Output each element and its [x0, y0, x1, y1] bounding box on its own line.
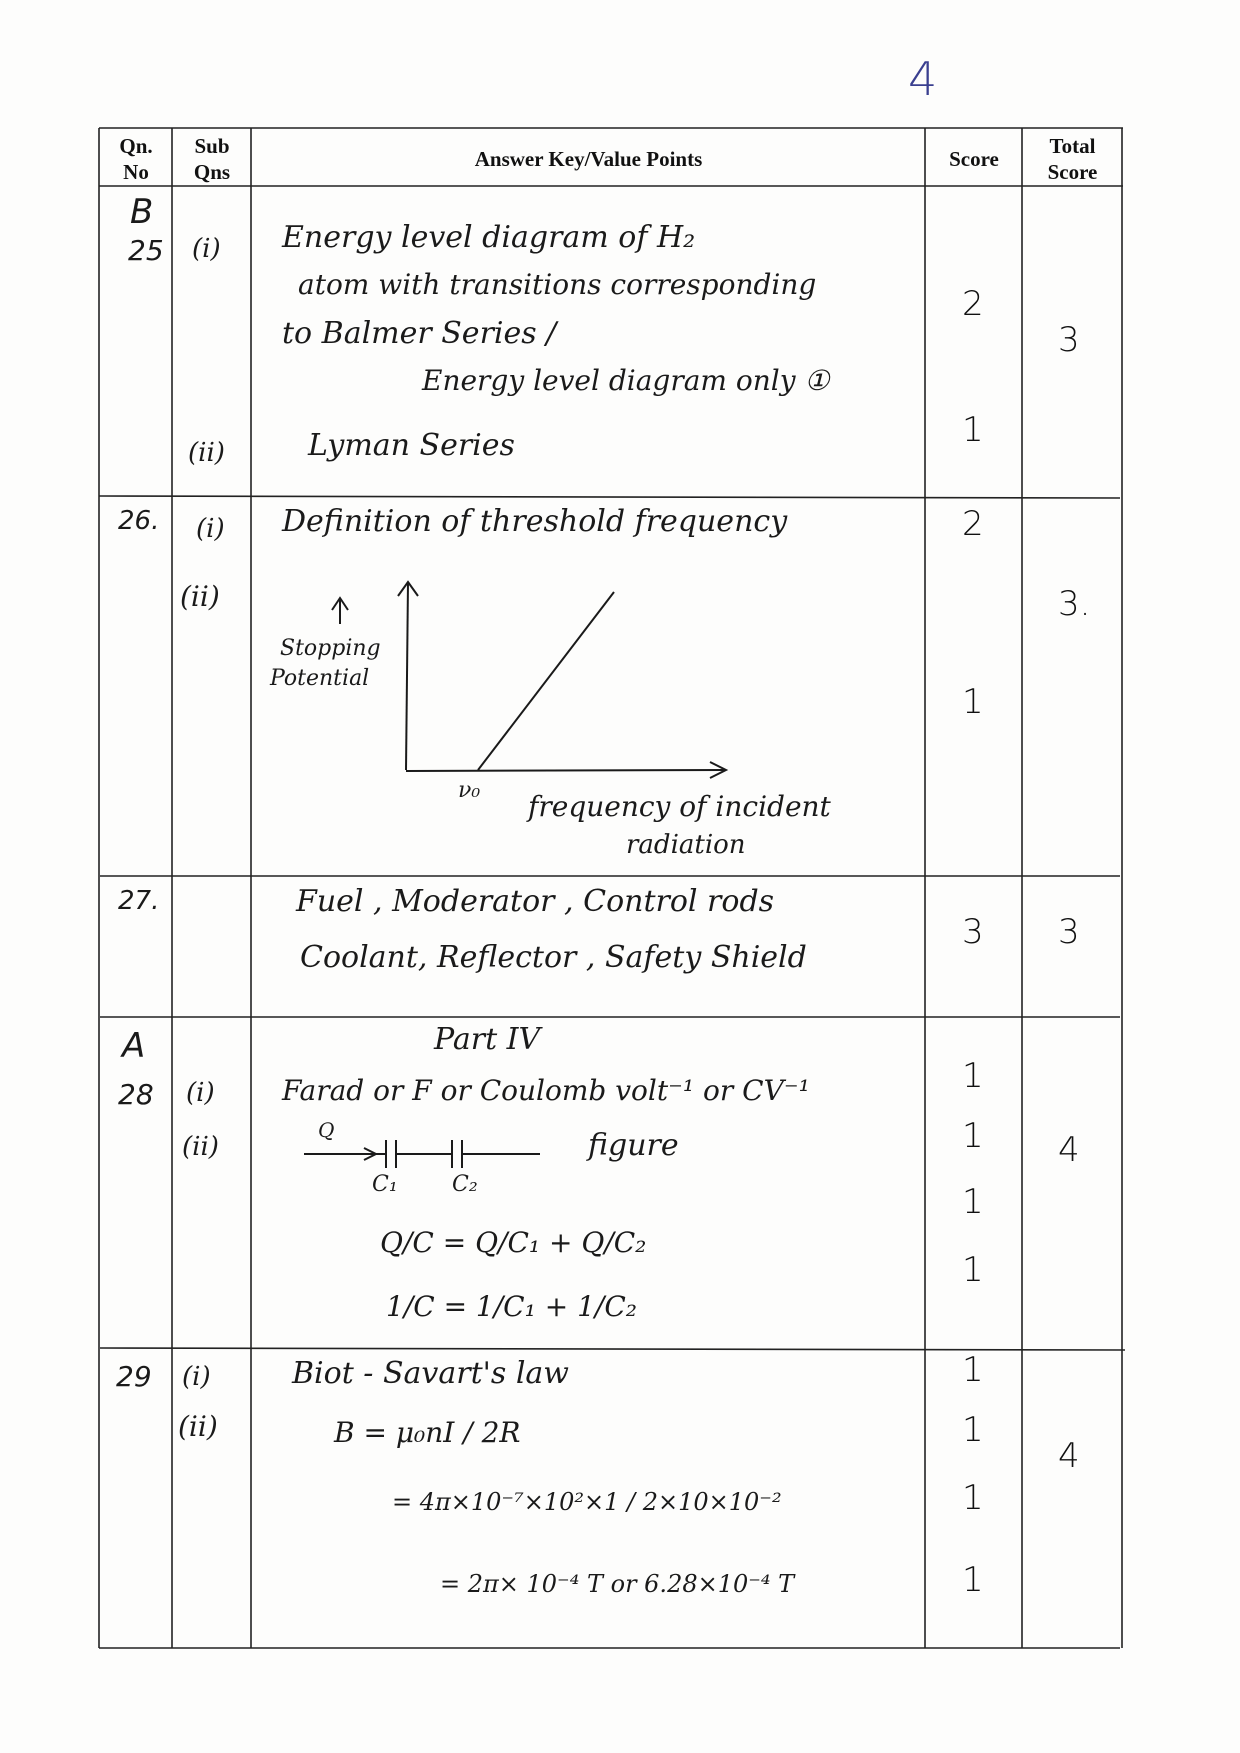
- header-score: Score: [949, 147, 999, 171]
- q26-x0-label: ν₀: [458, 778, 481, 803]
- q25-line1: Energy level diagram of H₂: [282, 220, 696, 255]
- q26-sub-i: (i): [196, 514, 225, 544]
- q26-score-ii: 1: [962, 682, 984, 722]
- q26-sub-ii: (ii): [180, 580, 220, 613]
- q29-number: 29: [116, 1360, 152, 1393]
- q28-line1: Farad or F or Coulomb volt⁻¹ or CV⁻¹: [282, 1074, 810, 1107]
- header-total: [1023, 133, 1122, 185]
- header-total-line2: Score: [1047, 160, 1098, 184]
- q25-line3: to Balmer Series /: [282, 316, 557, 351]
- q29-score-2: 1: [962, 1410, 984, 1450]
- q28-sub-ii: (ii): [182, 1132, 219, 1162]
- header-sub-line1: Sub: [194, 134, 230, 158]
- q26-score-i: 2: [962, 504, 984, 544]
- q28-total: 4: [1058, 1130, 1080, 1170]
- header-sub: [173, 133, 251, 185]
- header-sub-line2: Qns: [193, 160, 231, 184]
- q27-score: 3: [962, 912, 984, 952]
- graph-x-axis: [406, 770, 726, 771]
- header-qn: [100, 133, 172, 185]
- q29-sub-ii: (ii): [178, 1410, 218, 1443]
- q28-figure-label: figure: [588, 1128, 679, 1163]
- q28-c1-label: C₁: [372, 1172, 398, 1197]
- header-qn-line2: No: [123, 160, 149, 184]
- q27-line2: Coolant, Reflector , Safety Shield: [300, 940, 807, 975]
- header-total-line1: Total: [1049, 134, 1096, 158]
- q28-score-2: 1: [962, 1116, 984, 1156]
- q25-sub-ii: (ii): [188, 438, 225, 468]
- q26-total: 3.: [1058, 584, 1091, 624]
- q25-total: 3: [1058, 320, 1080, 360]
- q25-section: B: [130, 192, 154, 232]
- graph-line: [478, 592, 614, 770]
- q28-section: A: [122, 1026, 146, 1066]
- q28-score-1: 1: [962, 1056, 984, 1096]
- q25-score-ii: 1: [962, 410, 984, 450]
- q25-sub-i: (i): [192, 234, 221, 264]
- q28-charge-label: Q: [318, 1118, 335, 1142]
- series-capacitor-figure: [300, 1124, 560, 1204]
- q25-score-i: 2: [962, 284, 984, 324]
- q29-line2: B = μ₀nI / 2R: [334, 1416, 521, 1449]
- q25-line2: atom with transitions corresponding: [298, 268, 817, 301]
- q28-score-3: 1: [962, 1182, 984, 1222]
- page-number: 4: [908, 52, 938, 106]
- q25-line4: Energy level diagram only ①: [422, 364, 830, 397]
- q27-total: 3: [1058, 912, 1080, 952]
- q29-line4: = 2π× 10⁻⁴ T or 6.28×10⁻⁴ T: [440, 1570, 795, 1598]
- q28-number: 28: [118, 1078, 154, 1111]
- q28-c2-label: C₂: [452, 1172, 478, 1197]
- q28-eq2: 1/C = 1/C₁ + 1/C₂: [386, 1290, 637, 1323]
- graph-y-axis: [406, 582, 408, 770]
- q25-line5: Lyman Series: [308, 428, 515, 463]
- q25-number: 25: [128, 234, 164, 267]
- q28-part: Part IV: [434, 1022, 541, 1057]
- q29-line1: Biot - Savart's law: [292, 1356, 569, 1391]
- q29-score-4: 1: [962, 1560, 984, 1600]
- q29-line3: = 4π×10⁻⁷×10²×1 / 2×10×10⁻²: [392, 1488, 782, 1516]
- q26-ylabel-2: Potential: [270, 666, 370, 691]
- header-answer: Answer Key/Value Points: [474, 147, 703, 171]
- q28-eq1: Q/C = Q/C₁ + Q/C₂: [380, 1226, 647, 1259]
- q27-line1: Fuel , Moderator , Control rods: [296, 884, 775, 919]
- q26-number: 26.: [118, 506, 160, 536]
- header-qn-line1: Qn.: [119, 134, 153, 158]
- q26-xlabel-1: frequency of incident: [528, 790, 831, 823]
- q29-sub-i: (i): [182, 1362, 211, 1392]
- q28-score-4: 1: [962, 1250, 984, 1290]
- q29-total: 4: [1058, 1436, 1080, 1476]
- stopping-potential-graph: [260, 570, 840, 870]
- q27-number: 27.: [118, 886, 160, 916]
- q29-score-3: 1: [962, 1478, 984, 1518]
- q26-line1: Definition of threshold frequency: [282, 504, 788, 539]
- q26-xlabel-2: radiation: [626, 830, 746, 860]
- q29-score-1: 1: [962, 1350, 984, 1390]
- q26-ylabel-1: Stopping: [280, 636, 381, 661]
- q28-sub-i: (i): [186, 1078, 215, 1108]
